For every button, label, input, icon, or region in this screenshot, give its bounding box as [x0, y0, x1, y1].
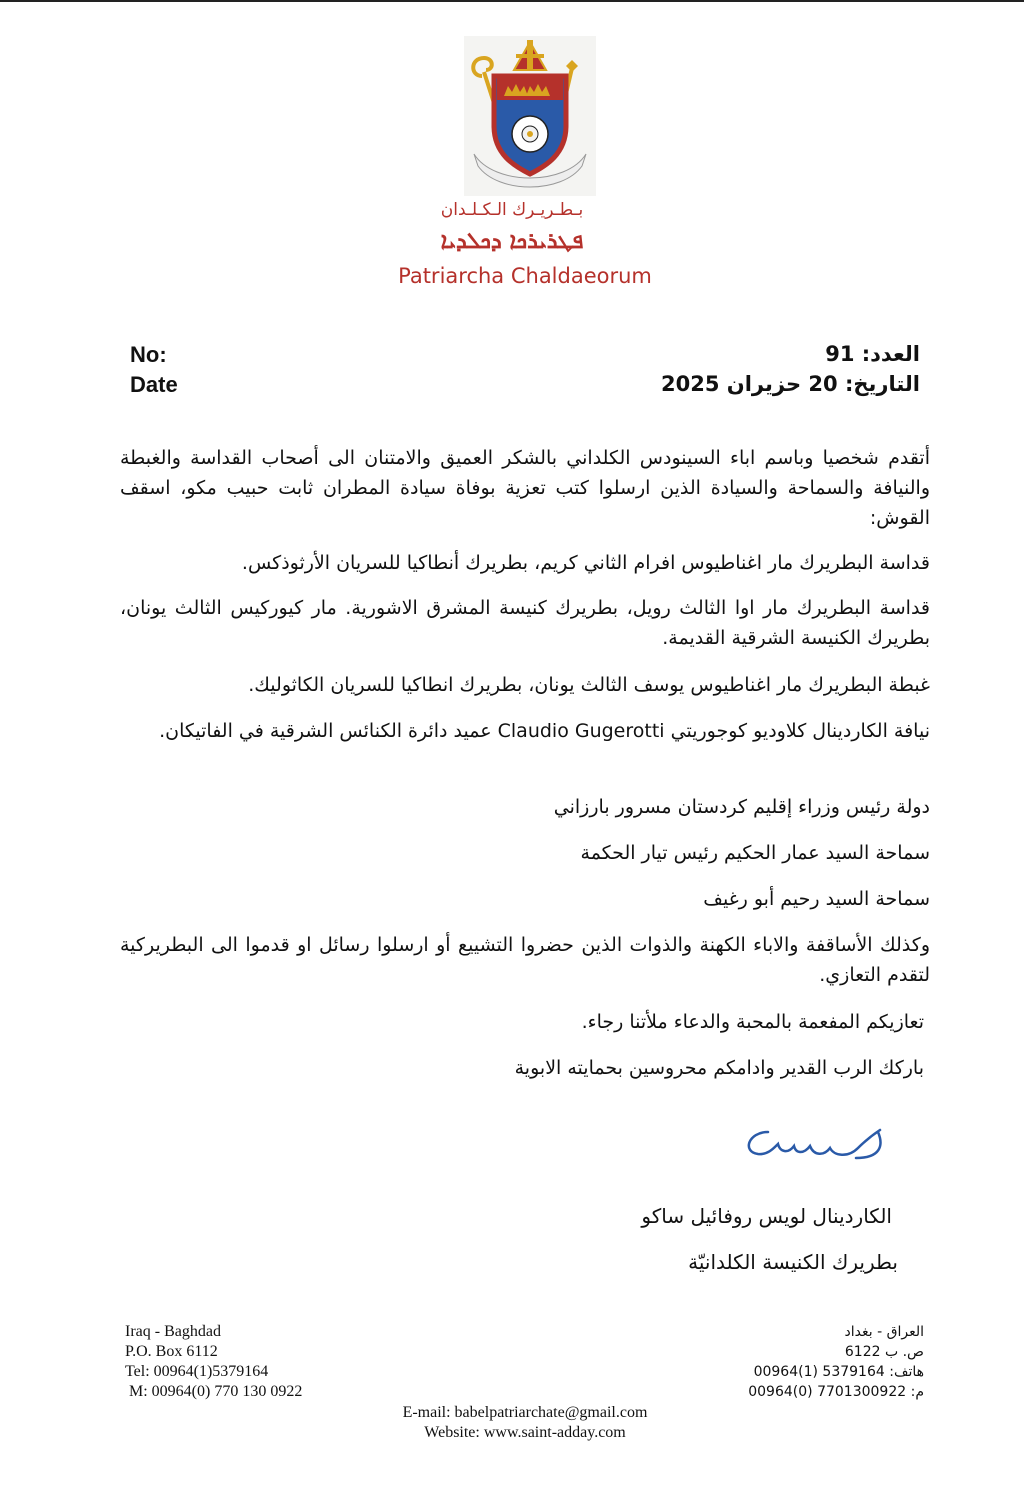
signer-title: بطريرك الكنيسة الكلدانيّة — [688, 1250, 898, 1274]
footer-pobox-ar: ص. ب 6122 — [844, 1344, 924, 1360]
letterhead-syriac-name: ܦܛܪܝܪܟܐ ܕܟܠܕܝܐ — [440, 228, 584, 254]
paragraph-blessing: باركك الرب القدير وادامكم محروسين بحمايته الابوية — [514, 1057, 924, 1079]
paragraph-raheem-abu-raghif: سماحة السيد رحيم أبو رغيف — [703, 888, 930, 910]
letterhead-latin-name: Patriarcha Chaldaeorum — [398, 264, 652, 288]
footer-city-en: Iraq - Baghdad — [125, 1323, 221, 1340]
footer-mobile-en: M: 00964(0) 770 130 0922 — [129, 1383, 303, 1400]
footer-contact — [0, 1403, 1024, 1443]
footer-pobox-en: P.O. Box 6112 — [125, 1343, 218, 1360]
paragraph-assyrian-church: قداسة البطريرك مار اوا الثالث رويل، بطريرك كنيسة المشرق الاشورية. مار كيوركيس الثالث يونان، بطريرك الكنيسة الشرقية القديمة. — [120, 597, 930, 649]
paragraph-bishops-clergy: وكذلك الأساقفة والاباء الكهنة والذوات الذين حضروا التشييع أو ارسلوا رسائل او قدموا الى البطريركية لتقدم التعازي. — [120, 934, 930, 986]
date-label-en: Date — [130, 372, 178, 397]
paragraph-ammar-hakim: سماحة السيد عمار الحكيم رئيس تيار الحكمة — [580, 842, 930, 864]
paragraph-condolences: تعازيكم المفعمة بالمحبة والدعاء ملأتنا رجاء. — [581, 1011, 924, 1033]
signer-name: الكاردينال لويس روفائيل ساكو — [641, 1204, 892, 1228]
footer-tel-en: Tel: 00964(1)5379164 — [125, 1363, 269, 1380]
date-ar: التاريخ: 20 حزيران 2025 — [661, 372, 920, 396]
footer-email[interactable]: E-mail: babelpatriarchate@gmail.com — [402, 1404, 648, 1421]
footer-address-ar — [748, 1322, 924, 1402]
footer-city-ar: العراق - بغداد — [844, 1324, 924, 1340]
paragraph-intro: أتقدم شخصيا وباسم اباء السينودس الكلداني بالشكر العميق والامتنان الى أصحاب القداسة والغبطة والنيافة والسماحة والسيادة الذين ارسلوا كتب تعزية بوفاة سيادة المطران ثابت حبيب مكو، اسقف القوش: — [120, 447, 930, 529]
paragraph-syriac-orthodox: قداسة البطريرك مار اغناطيوس افرام الثاني كريم، بطريرك أنطاكيا للسريان الأرثوذكس. — [241, 552, 930, 574]
footer-tel-ar: هاتف: 5379164 (1)00964 — [753, 1364, 924, 1380]
footer-website[interactable]: Website: www.saint-adday.com — [424, 1424, 626, 1441]
top-border — [0, 0, 1024, 2]
handwritten-signature — [738, 1118, 888, 1168]
letterhead-arabic-name: بـطـريـرك الـكـلـدان — [440, 200, 584, 220]
number-ar: العدد: 91 — [825, 342, 920, 366]
number-label-en: No: — [130, 342, 167, 367]
paragraph-kurdistan-pm: دولة رئيس وزراء إقليم كردستان مسرور بارزاني — [553, 796, 930, 818]
patriarchal-coat-of-arms-icon — [464, 36, 596, 196]
paragraph-cardinal-gugerotti: نيافة الكاردينال كلاوديو كوجوريتي Claudio Gugerotti عميد دائرة الكنائس الشرقية في الفاتيكان. — [159, 720, 930, 742]
footer-mobile-ar: م: 7701300922 (0)00964 — [748, 1384, 924, 1400]
footer-address-en — [125, 1322, 302, 1402]
paragraph-syriac-catholic: غبطة البطريرك مار اغناطيوس يوسف الثالث يونان، بطريرك انطاكيا للسريان الكاثوليك. — [248, 674, 930, 696]
